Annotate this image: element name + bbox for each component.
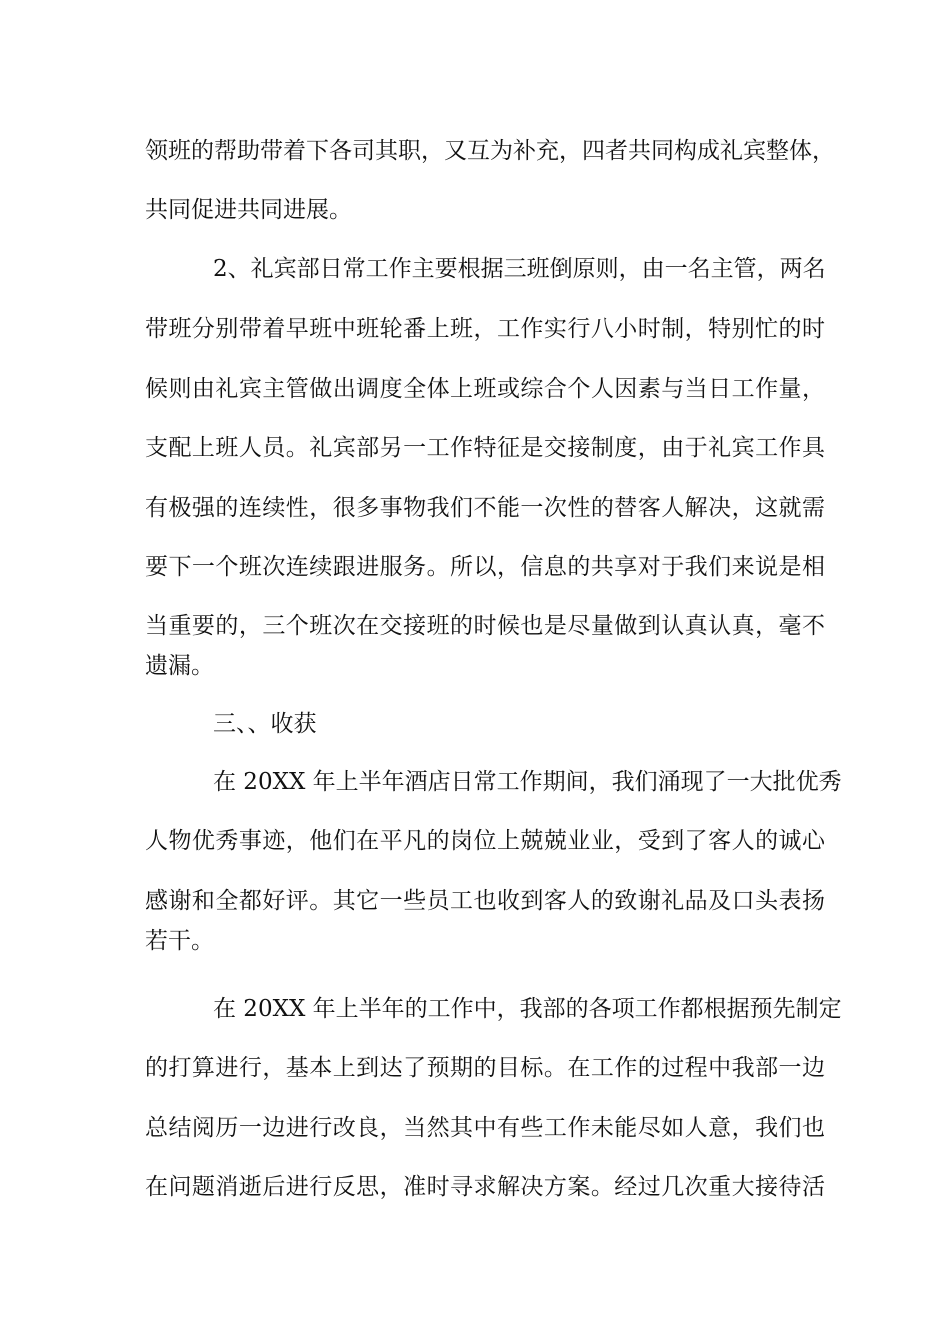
paragraph-line: 在 20XX 年上半年酒店日常工作期间，我们涌现了一大批优秀: [213, 769, 842, 795]
paragraph-line: 要下一个班次连续跟进服务。所以，信息的共享对于我们来说是相: [145, 554, 825, 580]
section-heading: 三、、收获: [213, 711, 317, 737]
paragraph-line: 带班分别带着早班中班轮番上班，工作实行八小时制，特别忙的时: [145, 316, 825, 342]
paragraph-line: 领班的帮助带着下各司其职，又互为补充，四者共同构成礼宾整体，: [145, 138, 835, 164]
paragraph-line: 的打算进行，基本上到达了预期的目标。在工作的过程中我部一边: [145, 1055, 825, 1081]
paragraph-line: 2、礼宾部日常工作主要根据三班倒原则，由一名主管，两名: [213, 256, 826, 282]
paragraph-line: 遗漏。: [145, 653, 214, 679]
paragraph-line: 在问题消逝后进行反思，准时寻求解决方案。经过几次重大接待活: [145, 1174, 825, 1200]
paragraph-line: 人物优秀事迹，他们在平凡的岗位上兢兢业业，受到了客人的诚心: [145, 828, 825, 854]
paragraph-line: 共同促进共同进展。: [145, 197, 352, 223]
paragraph-line: 在 20XX 年上半年的工作中，我部的各项工作都根据预先制定: [213, 996, 842, 1022]
paragraph-line: 感谢和全都好评。其它一些员工也收到客人的致谢礼品及口头表扬: [145, 888, 825, 914]
paragraph-line: 支配上班人员。礼宾部另一工作特征是交接制度，由于礼宾工作具: [145, 435, 825, 461]
paragraph-line: 有极强的连续性，很多事物我们不能一次性的替客人解决，这就需: [145, 495, 825, 521]
paragraph-line: 总结阅历一边进行改良，当然其中有些工作未能尽如人意，我们也: [145, 1115, 825, 1141]
paragraph-line: 当重要的，三个班次在交接班的时候也是尽量做到认真认真，毫不: [145, 613, 825, 639]
paragraph-line: 若干。: [145, 928, 214, 954]
paragraph-line: 候则由礼宾主管做出调度全体上班或综合个人因素与当日工作量，: [145, 376, 825, 402]
